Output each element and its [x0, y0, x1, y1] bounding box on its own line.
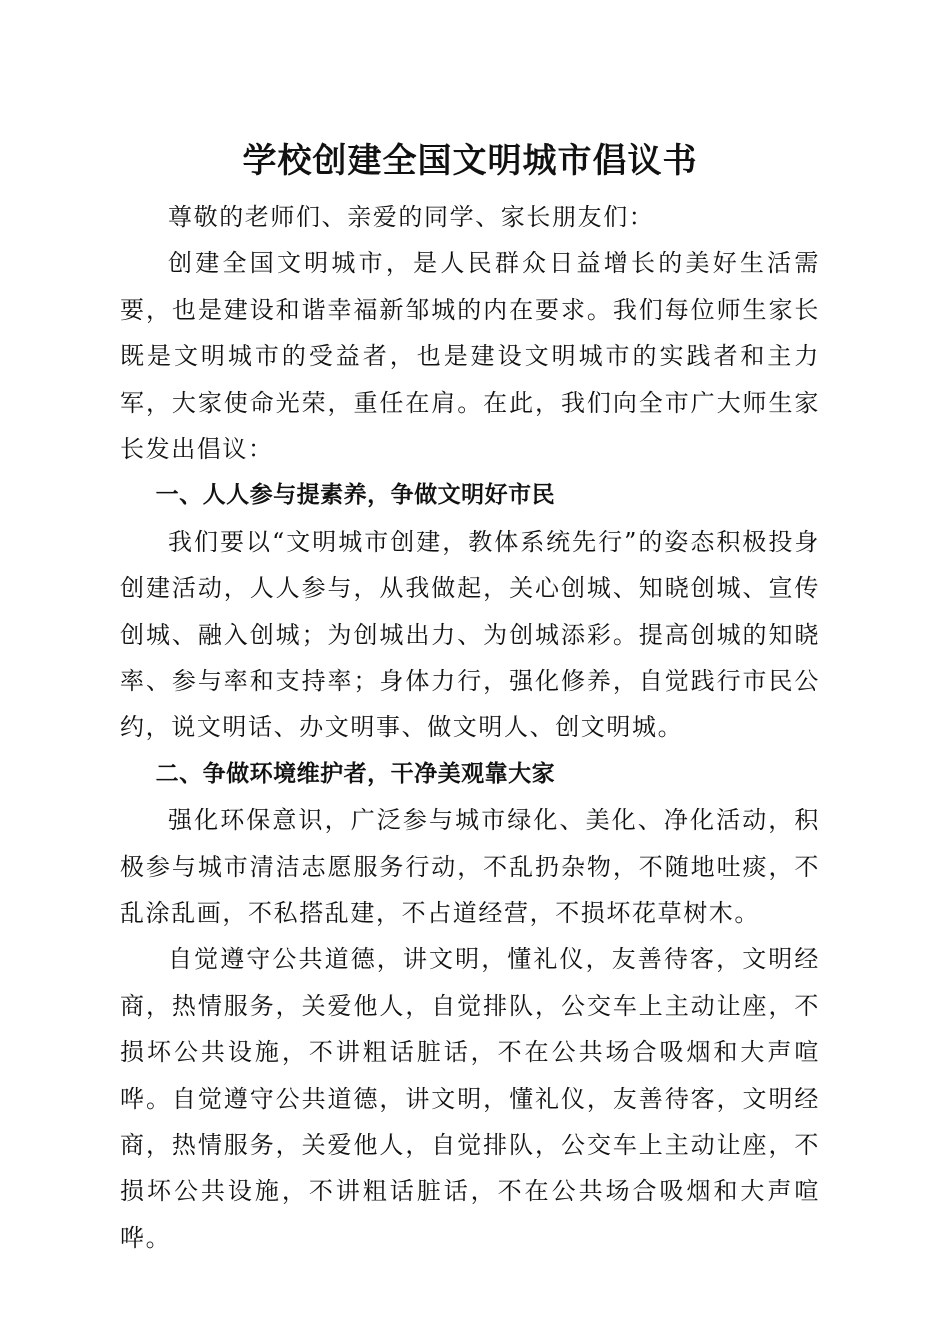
section-1-paragraph-1: 我们要以“文明城市创建，教体系统先行”的姿态积极投身创建活动，人人参与，从我做起，关心创城、知晓创城、宣传创城、融入创城；为创城出力、为创城添彩。提高创城的知晓率、参与率和支持率；身体力行，强化修养，自觉践行市民公约，说文明话、办文明事、做文明人、创文明城。 [120, 527, 820, 742]
section-2-paragraph-2: 自觉遵守公共道德，讲文明，懂礼仪，友善待客，文明经商，热情服务，关爱他人，自觉排队，公交车上主动让座，不损坏公共设施，不讲粗话脏话，不在公共场合吸烟和大声喧哗。自觉遵守公共道德，讲文明，懂礼仪，友善待客，文明经商，热情服务，关爱他人，自觉排队，公交车上主动让座，不损坏公共设施，不讲粗话脏话，不在公共场合吸烟和大声喧哗。 [120, 945, 820, 1252]
section-2-paragraph-1: 强化环保意识，广泛参与城市绿化、美化、净化活动，积极参与城市清洁志愿服务行动，不乱扔杂物，不随地吐痰，不乱涂乱画，不私搭乱建，不占道经营，不损坏花草树木。 [120, 806, 820, 928]
section-heading-1: 一、人人参与提素养，争做文明好市民 [155, 482, 556, 509]
intro-paragraph: 创建全国文明城市，是人民群众日益增长的美好生活需要，也是建设和谐幸福新邹城的内在要求。我们每位师生家长既是文明城市的受益者，也是建设文明城市的实践者和主力军，大家使命光荣，重任在肩。在此，我们向全市广大师生家长发出倡议： [120, 249, 820, 464]
greeting-paragraph: 尊敬的老师们、亲爱的同学、家长朋友们： [168, 203, 655, 231]
document-page [120, 128, 820, 1261]
document-title: 学校创建全国文明城市倡议书 [242, 141, 698, 181]
section-heading-2: 二、争做环境维护者，干净美观靠大家 [155, 760, 556, 787]
